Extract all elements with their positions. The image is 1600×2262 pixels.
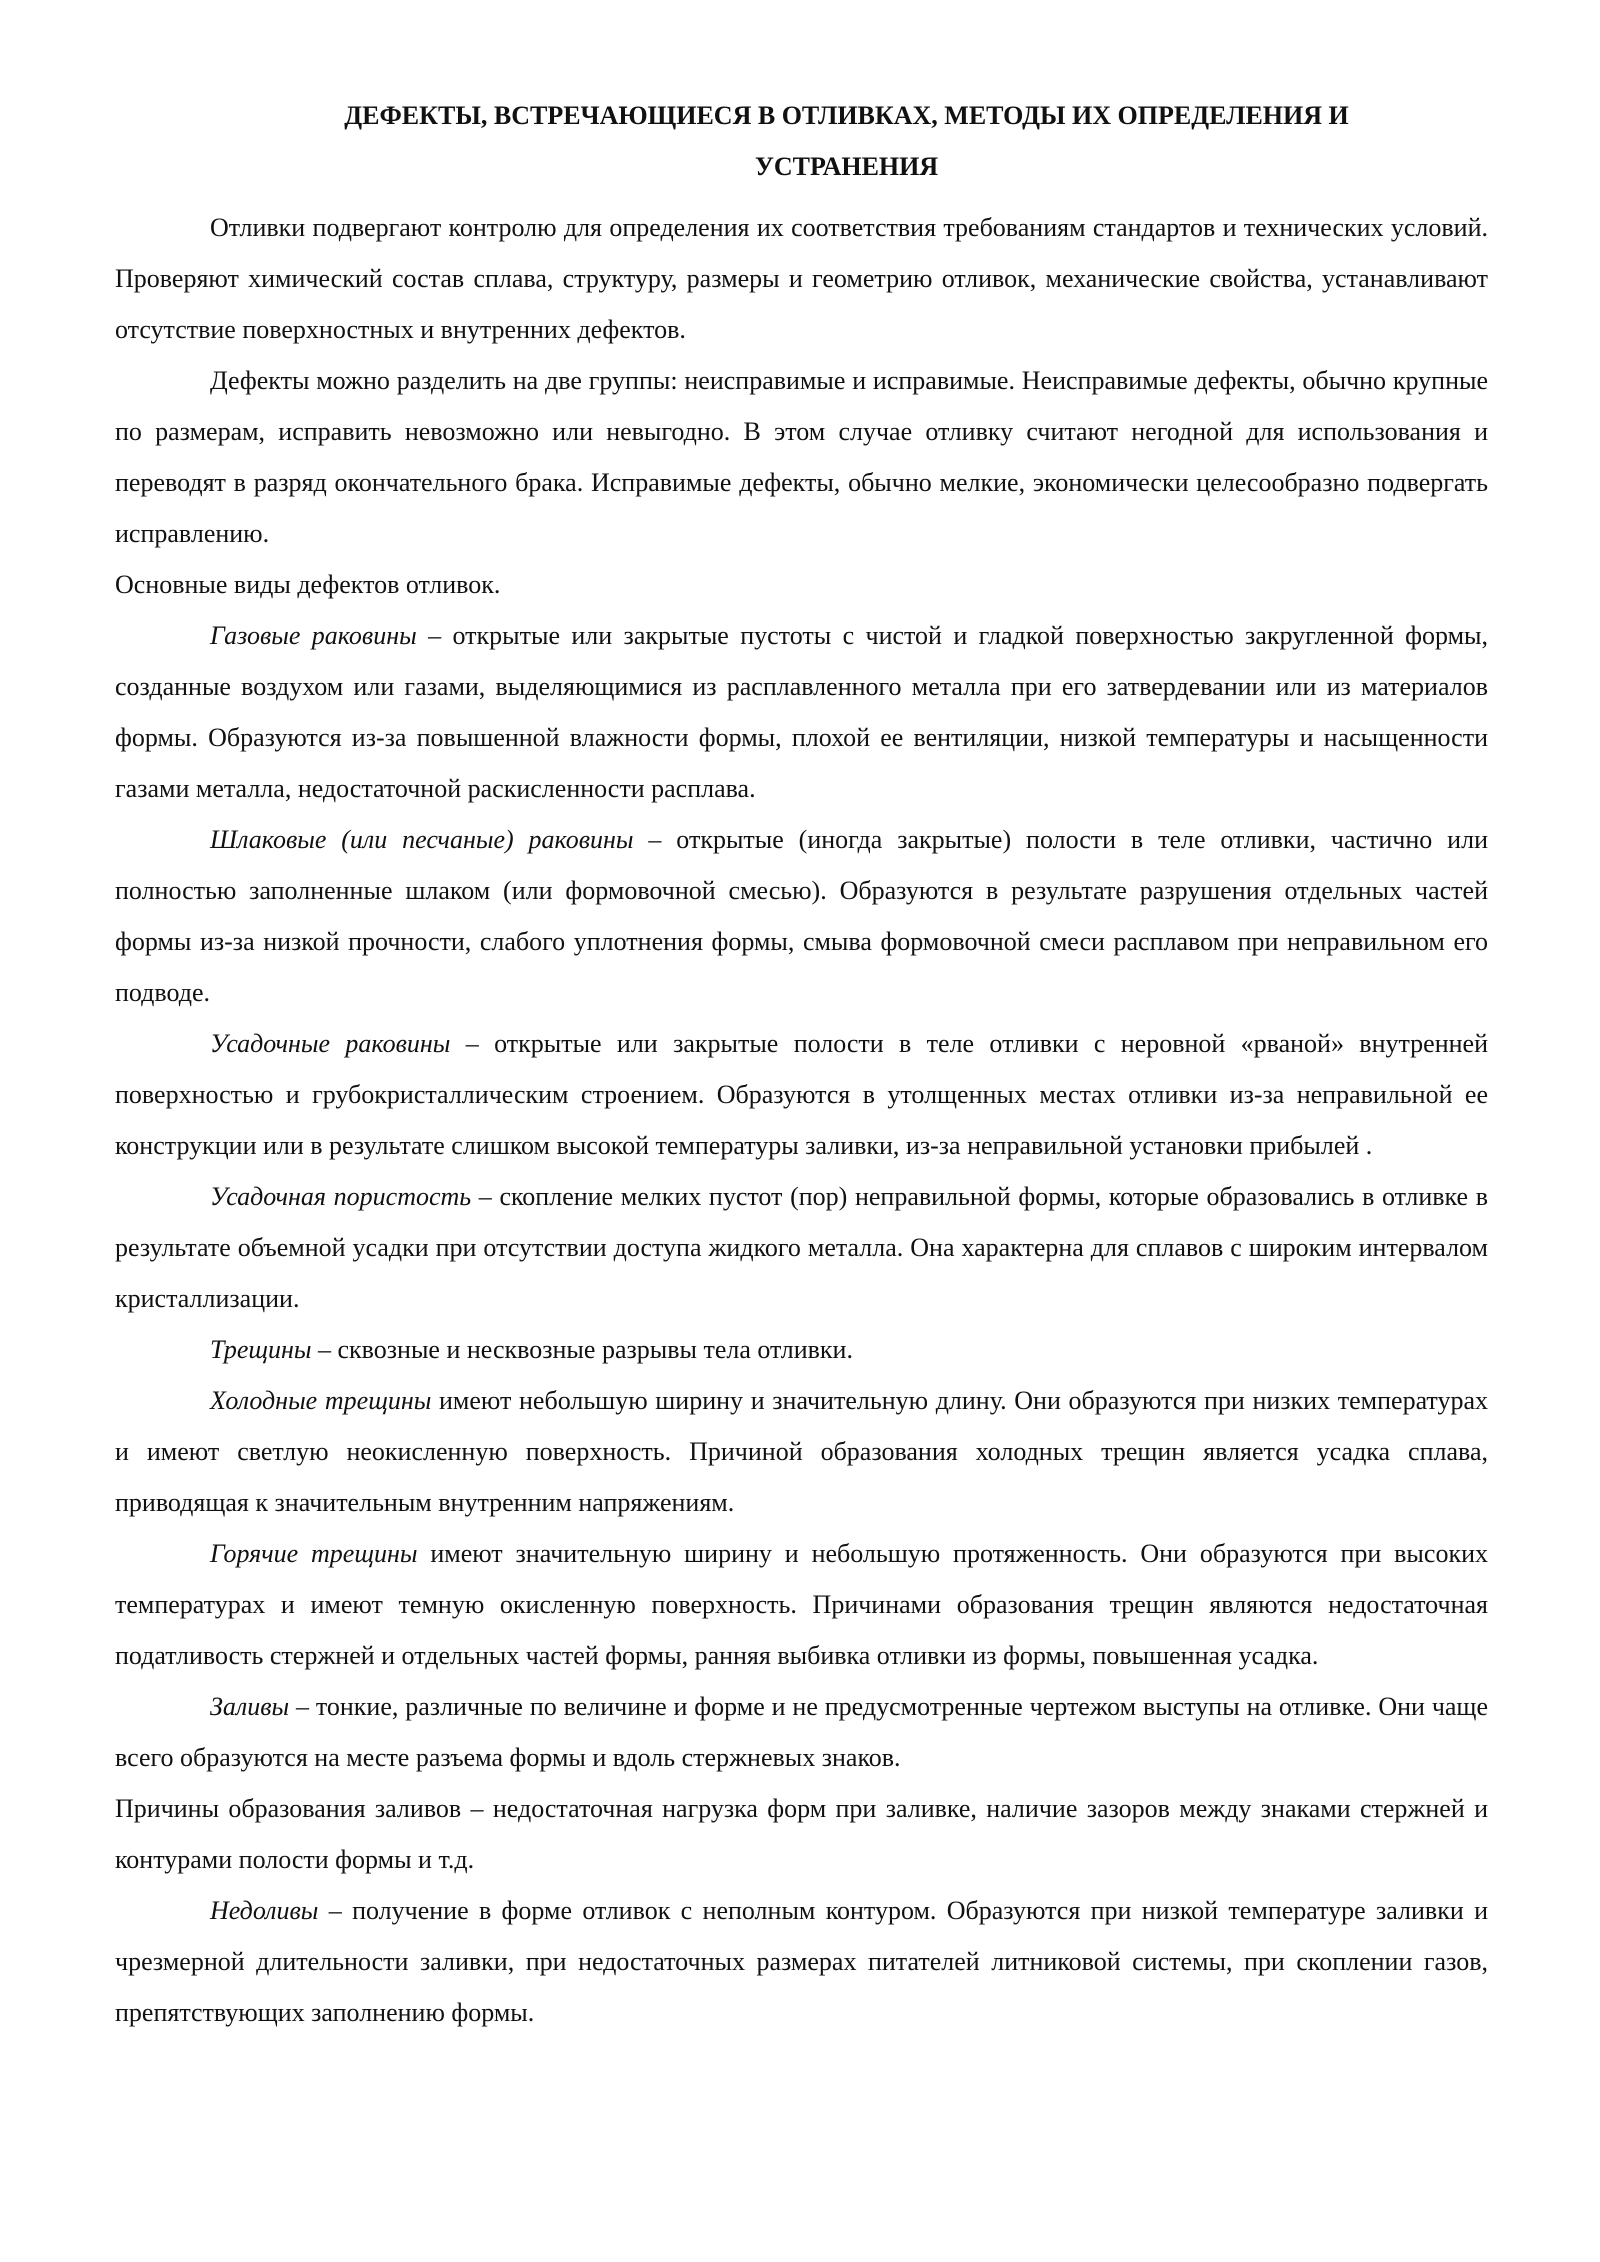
term-gas-holes: Газовые раковины	[210, 621, 417, 650]
paragraph-main-types: Основные виды дефектов отливок.	[115, 570, 501, 599]
text-shrinkage-cavities: – открытые или закрытые полости в теле отливки с неровной «рваной» внутренней поверхностью и грубокристаллическим строением. Образуются в утолщенных местах отливки из-за неправильной ее конструкции или в результате слишком высокой температуры заливки, из-за неправильной установки прибылей .	[115, 1029, 1488, 1160]
paragraph-slag-holes	[115, 814, 1488, 1018]
term-shrinkage-porosity: Усадочная пористость	[210, 1182, 472, 1211]
document-title	[205, 90, 1488, 192]
paragraph-groups: Дефекты можно разделить на две группы: неисправимые и исправимые. Неисправимые дефекты, обычно крупные по размерам, исправить невозможно или невыгодно. В этом случае отливку считают негодной для использования и переводят в разряд окончательного брака. Исправимые дефекты, обычно мелкие, экономически целесообразно подвергать исправлению.	[115, 366, 1488, 548]
text-cold-cracks: имеют небольшую ширину и значительную длину. Они образуются при низких температурах и имеют светлую неокисленную поверхность. Причиной образования холодных трещин является усадка сплава, приводящая к значительным внутренним напряжениям.	[115, 1386, 1488, 1517]
text-misruns: – получение в форме отливок с неполным контуром. Образуются при низкой температуре заливки и чрезмерной длительности заливки, при недостаточных размерах питателей литниковой системы, при скоплении газов, препятствующих заполнению формы.	[115, 1896, 1488, 2027]
text-gas-holes: – открытые или закрытые пустоты с чистой и гладкой поверхностью закругленной формы, созданные воздухом или газами, выделяющимися из расплавленного металла при его затвердевании или из материалов формы. Образуются из-за повышенной влажности формы, плохой ее вентиляции, низкой температуры и насыщенности газами металла, недостаточной раскисленности расплава.	[115, 621, 1489, 803]
paragraph-fins-causes: Причины образования заливов – недостаточная нагрузка форм при заливке, наличие зазоров между знаками стержней и контурами полости формы и т.д.	[115, 1794, 1488, 1874]
text-hot-cracks: имеют значительную ширину и небольшую протяженность. Они образуются при высоких температурах и имеют темную окисленную поверхность. Причинами образования трещин являются недостаточная податливость стержней и отдельных частей формы, ранняя выбивка отливки из формы, повышенная усадка.	[115, 1539, 1488, 1670]
term-hot-cracks: Горячие трещины	[210, 1539, 418, 1568]
term-cracks: Трещины	[210, 1335, 312, 1364]
paragraph-shrinkage-cavities	[115, 1018, 1488, 1171]
paragraph-cracks	[115, 1324, 1488, 1375]
paragraph-misruns	[115, 1885, 1488, 2038]
text-cracks: – сквозные и несквозные разрывы тела отливки.	[311, 1335, 853, 1364]
term-misruns: Недоливы	[210, 1896, 319, 1925]
paragraph-cold-cracks	[115, 1375, 1488, 1528]
paragraph-shrinkage-porosity	[115, 1171, 1488, 1324]
paragraph-fins	[115, 1681, 1488, 1783]
text-slag-holes: – открытые (иногда закрытые) полости в теле отливки, частично или полностью заполненные шлаком (или формовочной смесью). Образуются в результате разрушения отдельных частей формы из-за низкой прочности, слабого уплотнения формы, смыва формовочной смеси расплавом при неправильном его подводе.	[115, 825, 1488, 1007]
paragraph-gas-holes	[115, 610, 1488, 814]
term-cold-cracks: Холодные трещины	[210, 1386, 432, 1415]
paragraph-hot-cracks	[115, 1528, 1488, 1681]
document-body	[115, 202, 1488, 2038]
title-line-2: УСТРАНЕНИЯ	[754, 152, 939, 181]
term-shrinkage-cavities: Усадочные раковины	[210, 1029, 451, 1058]
text-shrinkage-porosity: – скопление мелких пустот (пор) неправильной формы, которые образовались в отливке в результате объемной усадки при отсутствии доступа жидкого металла. Она характерна для сплавов с широким интервалом кристаллизации.	[115, 1182, 1488, 1313]
title-line-1: ДЕФЕКТЫ, ВСТРЕЧАЮЩИЕСЯ В ОТЛИВКАХ, МЕТОДЫ ИХ ОПРЕДЕЛЕНИЯ И	[344, 101, 1349, 130]
text-fins: – тонкие, различные по величине и форме и не предусмотренные чертежом выступы на отливке. Они чаще всего образуются на месте разъема формы и вдоль стержневых знаков.	[115, 1692, 1488, 1772]
term-slag-holes: Шлаковые (или песчаные) раковины	[210, 825, 634, 854]
paragraph-intro: Отливки подвергают контролю для определения их соответствия требованиям стандартов и технических условий. Проверяют химический состав сплава, структуру, размеры и геометрию отливок, механические свойства, устанавливают отсутствие поверхностных и внутренних дефектов.	[115, 213, 1488, 344]
term-fins: Заливы	[210, 1692, 290, 1721]
